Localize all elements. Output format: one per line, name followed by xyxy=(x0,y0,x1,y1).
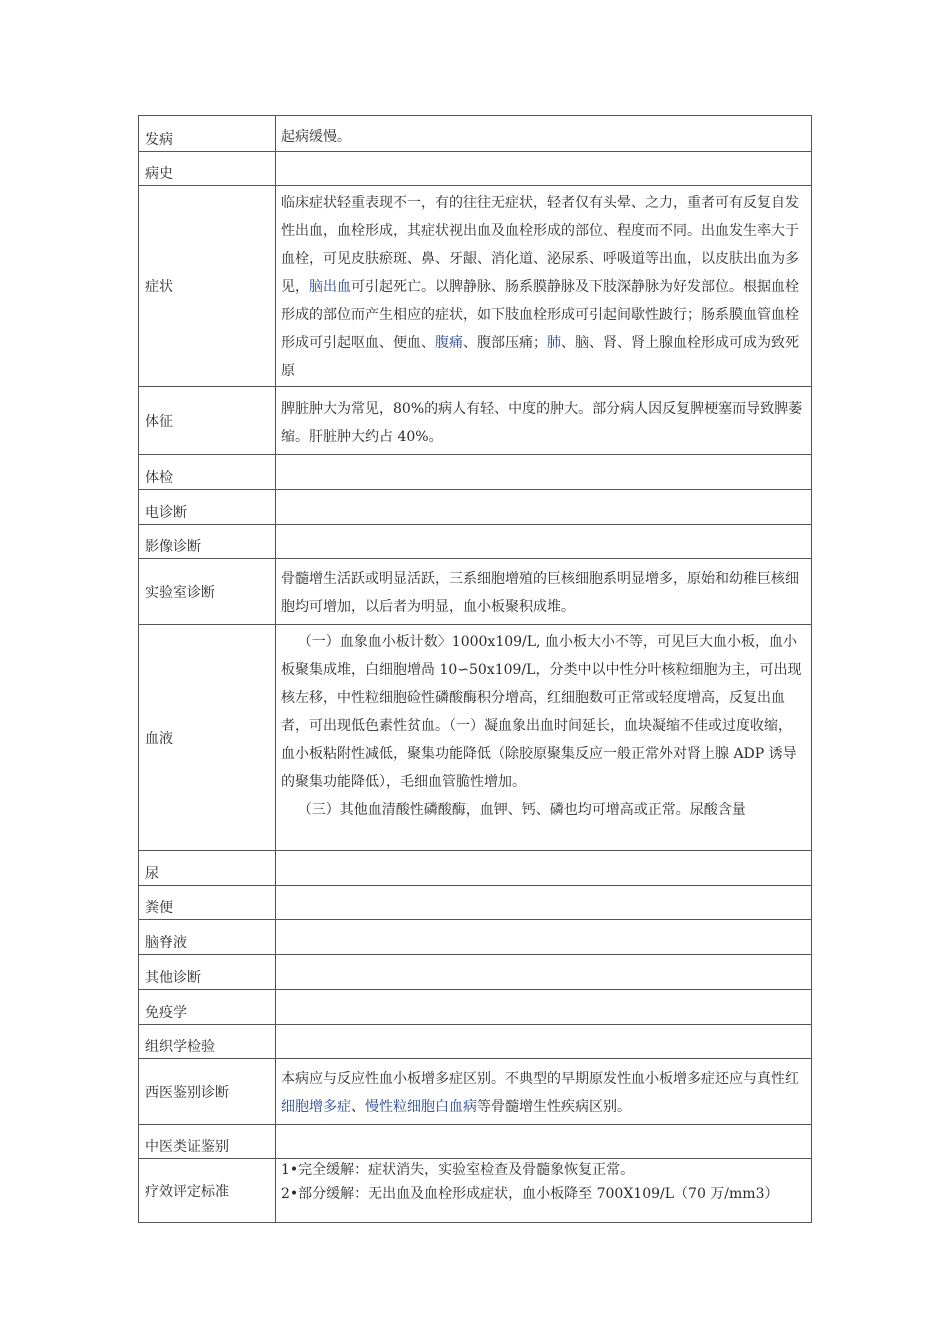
label-stool xyxy=(139,886,276,920)
content-csf xyxy=(276,920,812,955)
row-onset xyxy=(139,116,812,152)
content-electro xyxy=(276,490,812,525)
content-urine xyxy=(276,851,812,886)
content-symptoms xyxy=(276,186,812,387)
lab-text: 骨髓增生活跃或明显活跃，三系细胞增殖的巨核细胞系明显增多，原始和幼稚巨核细胞均可增加，以后者为明显，血小板聚积成堆。 xyxy=(281,571,799,615)
content-blood xyxy=(276,625,812,851)
label-immunology xyxy=(139,990,276,1025)
content-efficacy xyxy=(276,1159,812,1223)
row-stool xyxy=(139,886,812,920)
content-histology xyxy=(276,1025,812,1059)
label-western-diff-text: 西医鉴别诊断 xyxy=(145,1084,229,1101)
label-urine xyxy=(139,851,276,886)
content-stool xyxy=(276,886,812,920)
content-lab xyxy=(276,559,812,625)
label-tcm-diff xyxy=(139,1125,276,1159)
row-csf xyxy=(139,920,812,955)
label-electro-text: 电诊断 xyxy=(145,505,187,521)
row-urine xyxy=(139,851,812,886)
efficacy-line-1: 1•完全缓解：症状消失，实验室检查及骨髓象恢复正常。 xyxy=(281,1162,635,1178)
content-tcm-diff xyxy=(276,1125,812,1159)
row-symptoms xyxy=(139,186,812,387)
symptoms-part1: 临床症状轻重表现不一，有的往往无症状，轻者仅有头晕、之力，重者可有反复自发性出血，血栓形成，其症状视出血及血栓形成的部位、程度而不同。出血发生率大于血栓，可见皮肤瘀斑、鼻、牙龈、消化道、泌尿系、呼吸道等出血，以皮肤出血为多见， xyxy=(281,195,799,295)
label-history xyxy=(139,152,276,186)
label-immunology-text: 免疫学 xyxy=(145,1005,187,1021)
row-blood xyxy=(139,625,812,851)
label-exam xyxy=(139,455,276,490)
label-imaging-text: 影像诊断 xyxy=(145,539,201,555)
symptoms-link-brain-hemorrhage[interactable]: 脑出血 xyxy=(309,279,351,295)
label-blood-text: 血液 xyxy=(145,730,173,747)
label-other xyxy=(139,955,276,990)
label-lab xyxy=(139,559,276,625)
label-exam-text: 体检 xyxy=(145,470,173,486)
content-history xyxy=(276,152,812,186)
row-signs xyxy=(139,387,812,455)
label-signs-text: 体征 xyxy=(145,413,173,430)
row-histology xyxy=(139,1025,812,1059)
row-imaging xyxy=(139,525,812,559)
label-electro xyxy=(139,490,276,525)
signs-text: 脾脏肿大为常见，80%的病人有轻、中度的肿大。部分病人因反复脾梗塞而导致脾萎缩。肝脏肿大约占 40%。 xyxy=(281,401,803,445)
blood-para-1: （一）血象血小板计数〉1000x109/L, 血小板大小不等，可见巨大血小板，血小板聚集成堆，白细胞增咼 10∽50x109/L，分类中以中性分叶核粒细胞为主，可出现核左移，中性粒细胞硷性磷酸酶积分增高，红细胞数可正常或轻度增高，反复出血者，可出现低色素性贫血。（一）凝血象出血时间延长，血块凝缩不佳或过度收缩，血小板粘附性减低，聚集功能降低（除胶原聚集反应一般正常外对肾上腺 ADP 诱导的聚集功能降低），毛细血管脆性增加。 xyxy=(281,634,802,790)
efficacy-line-2: 2•部分缓解：无出血及血栓形成症状，血小板降至 700X109/L（70 万/mm3） xyxy=(281,1186,779,1202)
label-symptoms xyxy=(139,186,276,387)
symptoms-text xyxy=(281,189,805,383)
content-other xyxy=(276,955,812,990)
row-efficacy xyxy=(139,1159,812,1223)
row-western-diff xyxy=(139,1059,812,1125)
label-efficacy-text: 疗效评定标准 xyxy=(145,1183,229,1200)
label-histology xyxy=(139,1025,276,1059)
content-immunology xyxy=(276,990,812,1025)
label-signs xyxy=(139,387,276,455)
label-blood xyxy=(139,625,276,851)
western-diff-part5: 等骨髓增生性疾病区别。 xyxy=(477,1099,631,1115)
label-onset xyxy=(139,116,276,152)
content-western-diff xyxy=(276,1059,812,1125)
label-tcm-diff-text: 中医类证鉴别 xyxy=(145,1139,229,1155)
label-western-diff xyxy=(139,1059,276,1125)
row-exam xyxy=(139,455,812,490)
content-onset xyxy=(276,116,812,152)
label-efficacy xyxy=(139,1159,276,1223)
symptoms-link-lung[interactable]: 肺 xyxy=(547,335,561,351)
western-diff-part1: 本病应与反应性血小板增多症区别。不典型的早期原发性血小板增多症还应与真性红 xyxy=(281,1071,799,1087)
blood-para-2: （三）其他血清酸性磷酸酶，血钾、钙、磷也均可增高或正常。尿酸含量 xyxy=(297,802,746,818)
western-diff-link-cml[interactable]: 慢性粒细胞白血病 xyxy=(365,1099,477,1115)
row-immunology xyxy=(139,990,812,1025)
symptoms-part3: 可引起死亡。以脾静脉、肠系膜静脉及下肢深静脉为好发部位。根据血栓形成的部位而产生相应的症状，如下肢血栓形成可引起间歇性跛行；肠系膜血管血栓形成可引起呕血、便血、 xyxy=(281,279,799,351)
label-onset-text: 发病 xyxy=(145,132,173,148)
medical-record-table xyxy=(138,115,812,1223)
content-exam xyxy=(276,455,812,490)
label-stool-text: 粪便 xyxy=(145,900,173,916)
label-history-text: 病史 xyxy=(145,166,173,182)
label-csf-text: 脑脊液 xyxy=(145,935,187,951)
western-diff-link-erythrocytosis[interactable]: 细胞增多症 xyxy=(281,1099,351,1115)
label-other-text: 其他诊断 xyxy=(145,970,201,986)
symptoms-part7: 、脑、肾、肾上腺血栓形成可成为致死原 xyxy=(281,335,799,379)
label-csf xyxy=(139,920,276,955)
western-diff-part3: 、 xyxy=(351,1099,365,1115)
label-histology-text: 组织学检验 xyxy=(145,1039,215,1055)
symptoms-link-abdominal-pain[interactable]: 腹痛 xyxy=(435,335,463,351)
row-lab xyxy=(139,559,812,625)
row-tcm-diff xyxy=(139,1125,812,1159)
content-signs xyxy=(276,387,812,455)
onset-text: 起病缓慢。 xyxy=(281,129,351,145)
symptoms-part5: 、腹部压痛； xyxy=(463,335,547,351)
label-symptoms-text: 症状 xyxy=(145,279,173,295)
row-history xyxy=(139,152,812,186)
row-other xyxy=(139,955,812,990)
blood-text xyxy=(281,628,805,847)
label-urine-text: 尿 xyxy=(145,866,159,882)
label-lab-text: 实验室诊断 xyxy=(145,584,215,601)
row-electro xyxy=(139,490,812,525)
content-imaging xyxy=(276,525,812,559)
label-imaging xyxy=(139,525,276,559)
